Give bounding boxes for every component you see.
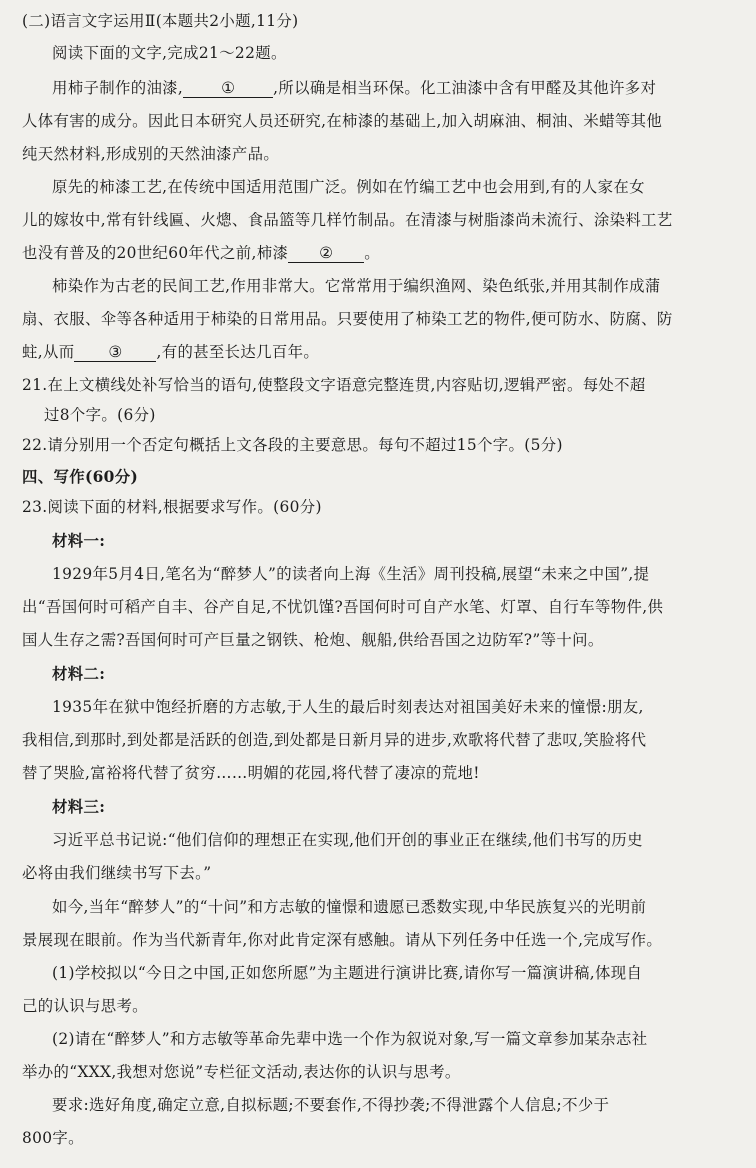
passage-line: 儿的嫁妆中,常有针线匾、火熜、食品篮等几样竹制品。在清漆与树脂漆尚未流行、涂染料工艺 xyxy=(22,211,673,229)
passage-line: 原先的柿漆工艺,在传统中国适用范围广泛。例如在竹编工艺中也会用到,有的人家在女 xyxy=(52,178,645,196)
blank-2: ② xyxy=(288,244,364,263)
question-22: 22.请分别用一个否定句概括上文各段的主要意思。每句不超过15个字。(5分) xyxy=(22,436,563,454)
task-option-1: (1)学校拟以“今日之中国,正如您所愿”为主题进行演讲比赛,请你写一篇演讲稿,体现自 xyxy=(52,964,643,982)
passage-line: 人体有害的成分。因此日本研究人员还研究,在柿漆的基础上,加入胡麻油、桐油、米蜡等其他 xyxy=(22,112,663,130)
task-option-1-cont: 己的认识与思考。 xyxy=(22,997,148,1015)
requirements: 要求:选好角度,确定立意,自拟标题;不要套作,不得抄袭;不得泄露个人信息;不少于 xyxy=(52,1096,610,1114)
material-line: 出“吾国何时可稻产自丰、谷产自足,不忧饥馑?吾国何时可自产水笔、灯罩、自行车等物件,供 xyxy=(22,598,664,616)
reading-instruction: 阅读下面的文字,完成21～22题。 xyxy=(52,44,287,62)
material-line: 习近平总书记说:“他们信仰的理想正在实现,他们开创的事业正在继续,他们书写的历史 xyxy=(52,831,643,849)
passage-text: ,所以确是相当环保。化工油漆中含有甲醛及其他许多对 xyxy=(273,79,657,97)
passage-text: 。 xyxy=(364,244,380,262)
passage-text: 蛀,从而 xyxy=(22,343,75,361)
task-intro: 如今,当年“醉梦人”的“十问”和方志敏的憧憬和遗愿已悉数实现,中华民族复兴的光明前 xyxy=(52,898,647,916)
question-23: 23.阅读下面的材料,根据要求写作。(60分) xyxy=(22,498,322,516)
blank-1: ① xyxy=(183,79,273,98)
writing-heading: 四、写作(60分) xyxy=(22,468,139,486)
passage-text: 也没有普及的20世纪60年代之前,柿漆 xyxy=(22,244,289,262)
passage-line: 扇、衣服、伞等各种适用于柿染的日常用品。只要使用了柿染工艺的物件,便可防水、防腐、防 xyxy=(22,310,673,328)
material-line: 1929年5月4日,笔名为“醉梦人”的读者向上海《生活》周刊投稿,展望“未来之中国”,提 xyxy=(52,565,650,583)
passage-line: 纯天然材料,形成别的天然油漆产品。 xyxy=(22,145,280,163)
passage-text: 用柿子制作的油漆, xyxy=(52,79,184,97)
passage-line xyxy=(52,77,656,99)
material-3-label: 材料三: xyxy=(52,798,106,816)
material-1-label: 材料一: xyxy=(52,532,106,550)
requirements-cont: 800字。 xyxy=(22,1129,84,1147)
passage-line: 柿染作为古老的民间工艺,作用非常大。它常常用于编织渔网、染色纸张,并用其制作成蒲 xyxy=(52,277,661,295)
task-option-2-cont: 举办的“XXX,我想对您说”专栏征文活动,表达你的认识与思考。 xyxy=(22,1063,461,1081)
material-2-label: 材料二: xyxy=(52,665,106,683)
task-option-2: (2)请在“醉梦人”和方志敏等革命先辈中选一个作为叙说对象,写一篇文章参加某杂志社 xyxy=(52,1030,648,1048)
question-21-cont: 过8个字。(6分) xyxy=(44,406,156,424)
material-line: 我相信,到那时,到处都是活跃的创造,到处都是日新月异的进步,欢歌将代替了悲叹,笑脸将代 xyxy=(22,731,647,749)
passage-line xyxy=(22,242,380,264)
material-line: 必将由我们继续书写下去。” xyxy=(22,864,212,882)
material-line: 国人生存之需?吾国何时可产巨量之钢铁、枪炮、舰船,供给吾国之边防军?”等十问。 xyxy=(22,631,604,649)
task-intro: 景展现在眼前。作为当代新青年,你对此肯定深有感触。请从下列任务中任选一个,完成写作。 xyxy=(22,931,663,949)
blank-3: ③ xyxy=(74,343,156,362)
section-heading: (二)语言文字运用Ⅱ(本题共2小题,11分) xyxy=(22,12,299,30)
material-line: 1935年在狱中饱经折磨的方志敏,于人生的最后时刻表达对祖国美好未来的憧憬:朋友, xyxy=(52,698,644,716)
question-21: 21.在上文横线处补写恰当的语句,使整段文字语意完整连贯,内容贴切,逻辑严密。每处不超 xyxy=(22,376,646,394)
material-line: 替了哭脸,富裕将代替了贫穷……明媚的花园,将代替了凄凉的荒地! xyxy=(22,764,480,782)
passage-line xyxy=(22,341,319,363)
passage-text: ,有的甚至长达几百年。 xyxy=(156,343,320,361)
